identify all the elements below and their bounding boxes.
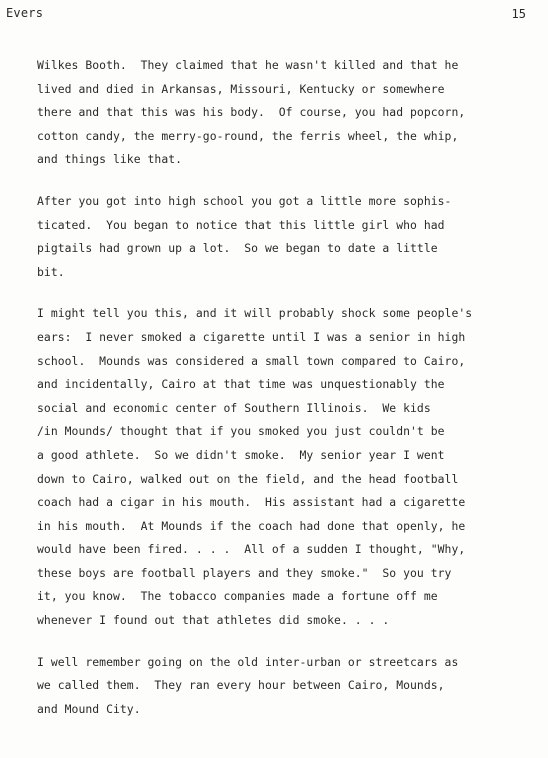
text-line: and Mound City.	[37, 701, 141, 716]
document-body	[37, 54, 527, 739]
text-line: cotton candy, the merry-go-round, the ferris wheel, the whip,	[37, 128, 459, 143]
text-line: ticated. You began to notice that this little girl who had	[37, 217, 445, 232]
text-line: bit.	[37, 264, 65, 279]
text-line: and things like that.	[37, 152, 183, 167]
text-line: Wilkes Booth. They claimed that he wasn't killed and that he	[37, 58, 459, 72]
text-line: pigtails had grown up a lot. So we began to date a little	[37, 241, 438, 256]
text-line: ears: I never smoked a cigarette until I was a senior in high	[37, 329, 466, 344]
paragraph	[37, 54, 527, 172]
text-line: I well remember going on the old inter-urban or streetcars as	[37, 654, 459, 669]
text-line: After you got into high school you got a little more sophis-	[37, 193, 452, 208]
text-line: in his mouth. At Mounds if the coach had done that openly, he	[37, 518, 466, 533]
paragraph	[37, 302, 527, 632]
text-line: I might tell you this, and it will probably shock some people's	[37, 306, 473, 321]
text-line: whenever I found out that athletes did smoke. . . .	[37, 613, 390, 628]
header-name: Evers	[6, 6, 44, 20]
text-line: these boys are football players and they smoke." So you try	[37, 565, 452, 580]
text-line: /in Mounds/ thought that if you smoked you just couldn't be	[37, 424, 445, 439]
text-line: and incidentally, Cairo at that time was unquestionably the	[37, 377, 445, 392]
text-line: would have been fired. . . . All of a sudden I thought, "Why,	[37, 542, 466, 557]
paragraph	[37, 190, 527, 284]
text-line: lived and died in Arkansas, Missouri, Kentucky or somewhere	[37, 81, 445, 96]
text-line: school. Mounds was considered a small town compared to Cairo,	[37, 353, 466, 368]
text-line: coach had a cigar in his mouth. His assistant had a cigarette	[37, 495, 466, 510]
text-line: down to Cairo, walked out on the field, and the head football	[37, 471, 459, 486]
page-number: 15	[511, 7, 526, 21]
text-line: there and that this was his body. Of course, you had popcorn,	[37, 105, 466, 120]
text-line: we called them. They ran every hour between Cairo, Mounds,	[37, 678, 445, 693]
text-line: social and economic center of Southern Illinois. We kids	[37, 400, 431, 415]
text-line: it, you know. The tobacco companies made a fortune off me	[37, 589, 438, 604]
text-line: a good athlete. So we didn't smoke. My senior year I went	[37, 447, 445, 462]
paragraph	[37, 651, 527, 722]
